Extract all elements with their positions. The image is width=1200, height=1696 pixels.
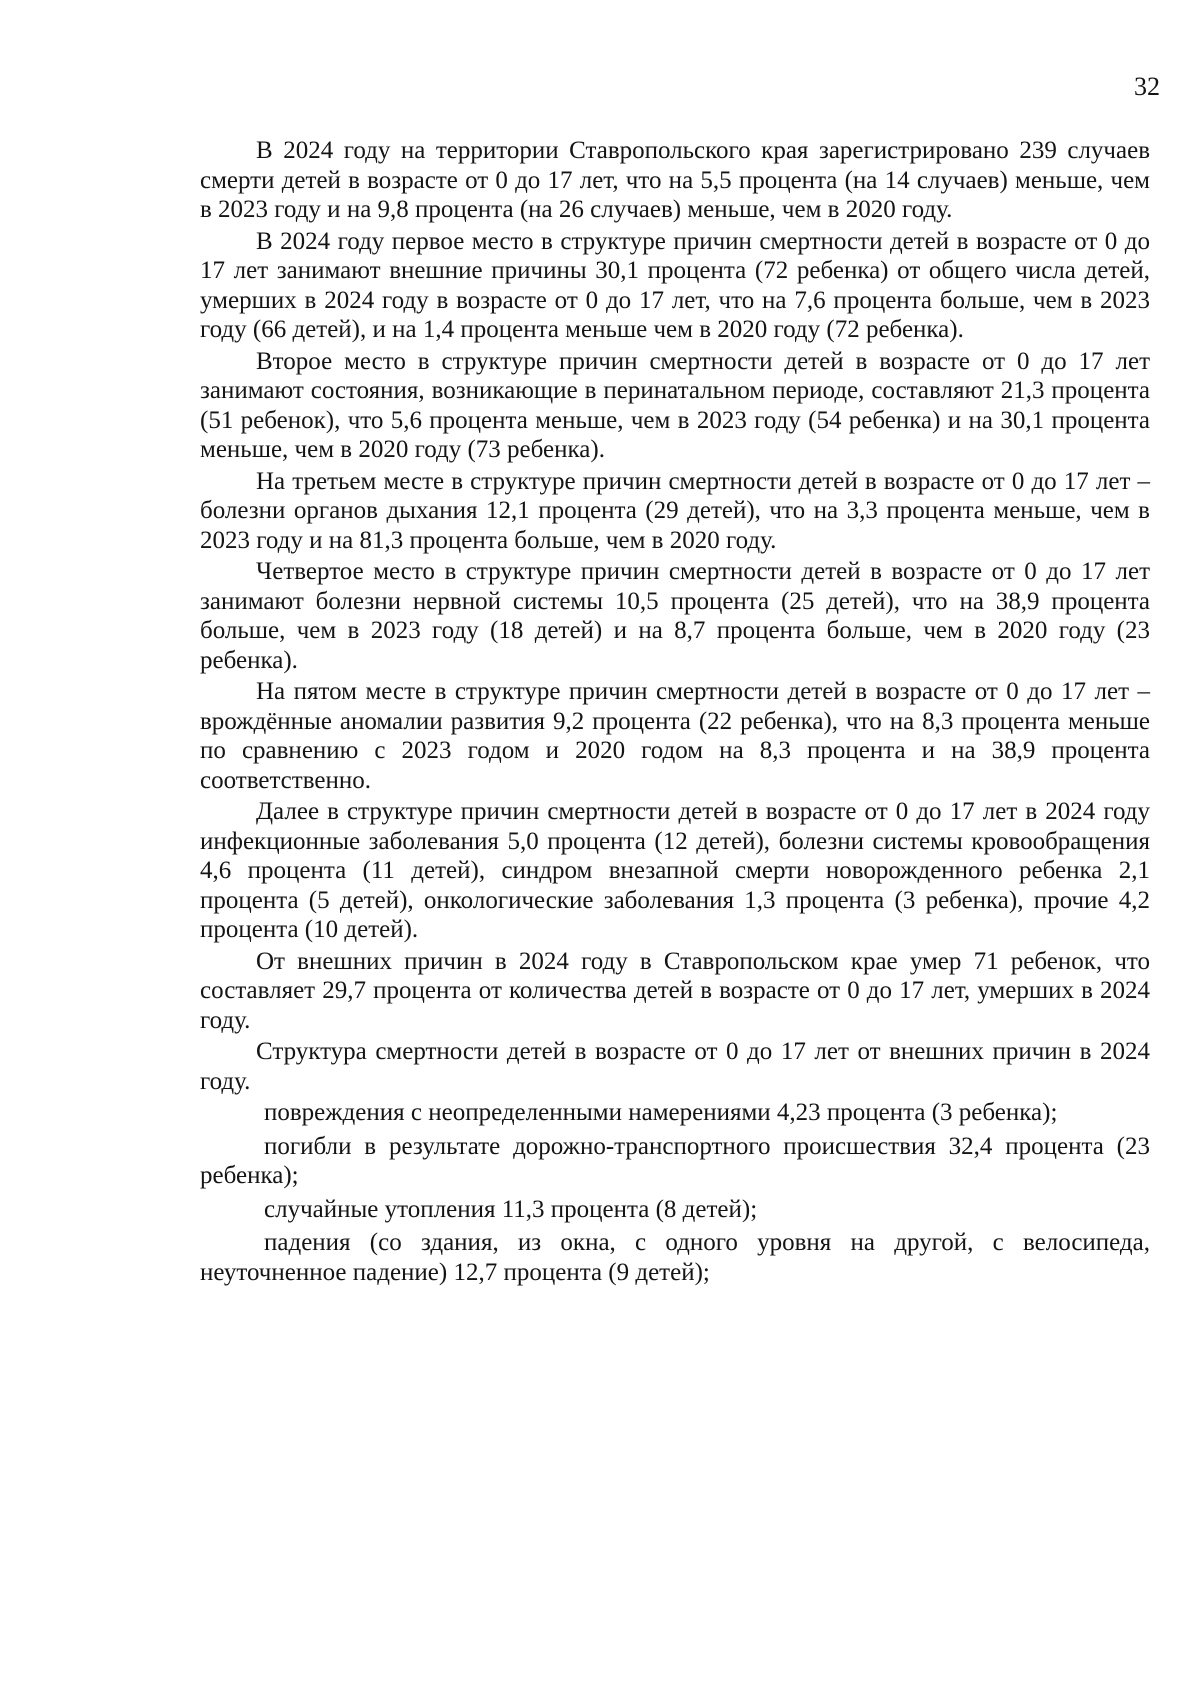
document-body bbox=[200, 136, 1150, 1291]
list-item: погибли в результате дорожно-транспортного происшествия 32,4 процента (23 ребенка); bbox=[200, 1132, 1150, 1189]
paragraph: Структура смертности детей в возрасте от 0 до 17 лет от внешних причин в 2024 году. bbox=[200, 1038, 1150, 1095]
list-item: повреждения с неопределенными намерениями 4,23 процента (3 ребенка); bbox=[264, 1099, 1058, 1126]
paragraph: В 2024 году первое место в структуре причин смертности детей в возрасте от 0 до 17 лет занимают внешние причины 30,1 процента (72 ребенка) от общего числа детей, умерших в 2024 году в возрасте от 0 до 17 лет, что на 7,6 процента больше, чем в 2023 году (66 детей), и на 1,4 процента меньше чем в 2020 году (72 ребенка). bbox=[200, 227, 1150, 343]
paragraph: В 2024 году на территории Ставропольского края зарегистрировано 239 случаев смерти детей в возрасте от 0 до 17 лет, что на 5,5 процента (на 14 случаев) меньше, чем в 2023 году и на 9,8 процента (на 26 случаев) меньше, чем в 2020 году. bbox=[200, 137, 1150, 223]
list-item: падения (со здания, из окна, с одного уровня на другой, с велосипеда, неуточненное падение) 12,7 процента (9 детей); bbox=[200, 1229, 1150, 1286]
paragraph: Четвертое место в структуре причин смертности детей в возрасте от 0 до 17 лет занимают болезни нервной системы 10,5 процента (25 детей), что на 38,9 процента больше, чем в 2023 году (18 детей) и на 8,7 процента больше, чем в 2020 году (23 ребенка). bbox=[200, 558, 1150, 674]
paragraph: Далее в структуре причин смертности детей в возрасте от 0 до 17 лет в 2024 году инфекционные заболевания 5,0 процента (12 детей), болезни системы кровообращения 4,6 процента (11 детей), синдром внезапной смерти новорожденного ребенка 2,1 процента (5 детей), онкологические заболевания 1,3 процента (3 ребенка), прочие 4,2 процента (10 детей). bbox=[200, 798, 1150, 943]
paragraph: На третьем месте в структуре причин смертности детей в возрасте от 0 до 17 лет – болезни органов дыхания 12,1 процента (29 детей), что на 3,3 процента меньше, чем в 2023 году и на 81,3 процента больше, чем в 2020 году. bbox=[200, 467, 1150, 554]
page-number: 32 bbox=[1134, 72, 1160, 101]
paragraph: На пятом месте в структуре причин смертности детей в возрасте от 0 до 17 лет – врождённые аномалии развития 9,2 процента (22 ребенка), что на 8,3 процента меньше по сравнению с 2023 годом и 2020 годом на 8,3 процента и на 38,9 процента соответственно. bbox=[200, 678, 1150, 794]
paragraph: От внешних причин в 2024 году в Ставропольском крае умер 71 ребенок, что составляет 29,7 процента от количества детей в возрасте от 0 до 17 лет, умерших в 2024 году. bbox=[200, 947, 1150, 1034]
paragraph: Второе место в структуре причин смертности детей в возрасте от 0 до 17 лет занимают состояния, возникающие в перинатальном периоде, составляют 21,3 процента (51 ребенок), что 5,6 процента меньше, чем в 2023 году (54 ребенка) и на 30,1 процента меньше, чем в 2020 году (73 ребенка). bbox=[200, 347, 1150, 463]
list-item: случайные утопления 11,3 процента (8 детей); bbox=[264, 1195, 758, 1223]
